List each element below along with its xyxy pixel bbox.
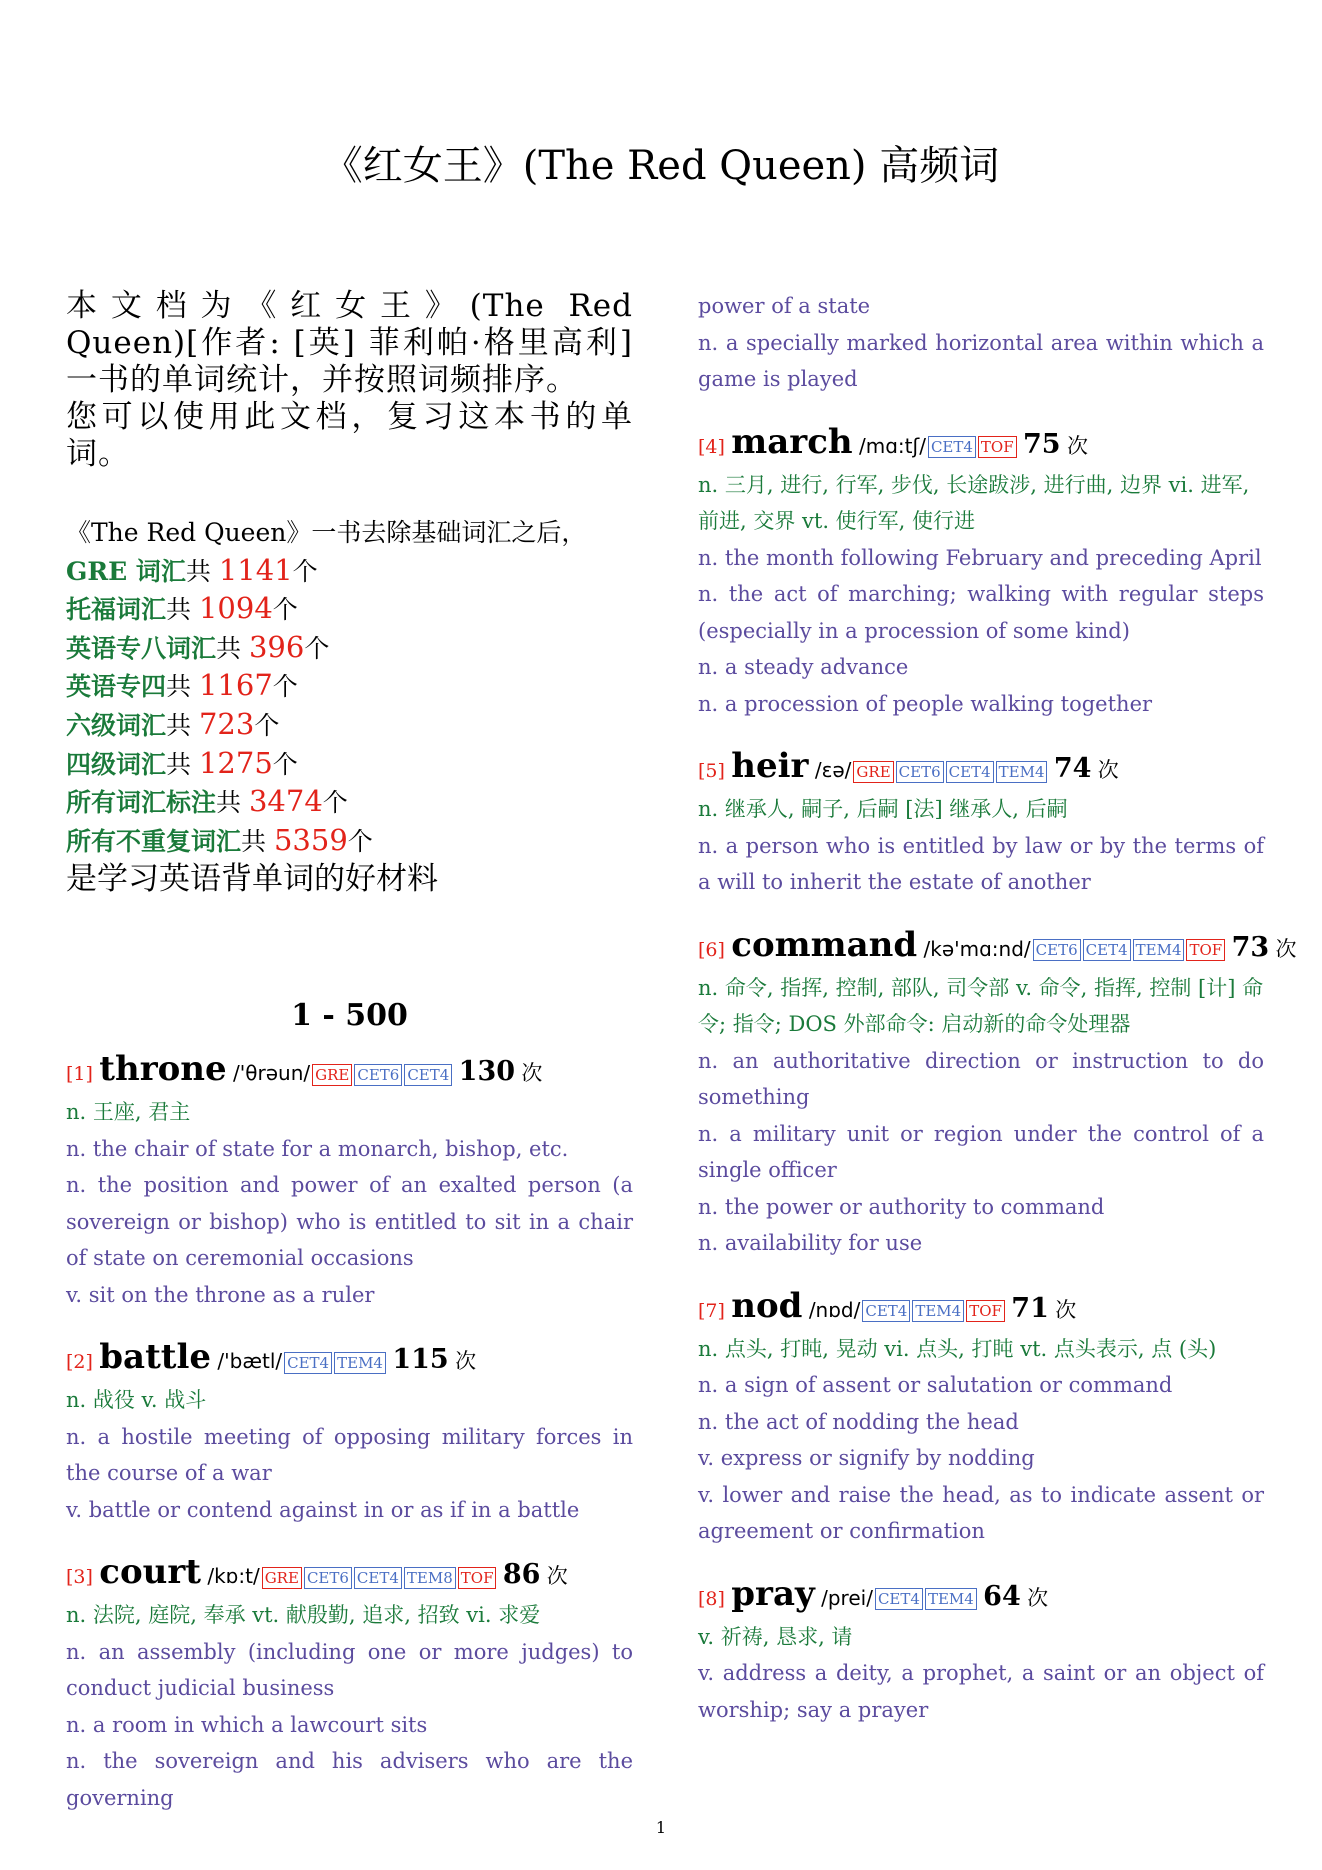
stats-label: 所有词汇标注 [66, 788, 217, 818]
frequency-count: 71 [1011, 1292, 1049, 1324]
entry-header [698, 422, 1264, 467]
exam-tag: TEM4 [912, 1300, 964, 1322]
stats-lead: 《The Red Queen》一书去除基础词汇之后， [66, 518, 587, 547]
stats-count: 1167 [198, 668, 273, 703]
entry-header [698, 746, 1264, 791]
range-heading: 1 - 500 [291, 998, 408, 1034]
phonetic: /'bætl/ [217, 1349, 283, 1374]
stats-mid: 共 [216, 633, 249, 663]
stats-closing: 是学习英语背单词的好材料 [66, 861, 438, 898]
stats-count: 3474 [248, 784, 323, 819]
definition: n. a specially marked horizontal area within which a game is played [698, 330, 1264, 391]
entry-list-left [66, 1049, 633, 1816]
frequency-unit: 次 [1055, 1297, 1077, 1322]
exam-tag: TEM4 [1133, 939, 1185, 961]
frequency-count: 130 [458, 1056, 516, 1088]
stats-count: 1275 [198, 745, 273, 780]
stats-label: 四级词汇 [66, 749, 167, 779]
headword: command [731, 924, 918, 965]
frequency-count: 74 [1053, 753, 1092, 784]
definition: n. the act of marching; walking with regular steps (especially in a procession of some kind) [698, 582, 1264, 643]
chinese-meaning: n. 三月, 进行, 行军, 步伐, 长途跋涉, 进行曲, 边界 vi. 进军, 前进, 交界 vt. 使行军, 使行进 [698, 472, 1250, 533]
definition: n. the sovereign and his advisers who are the governing [66, 1749, 633, 1810]
frequency-unit: 次 [521, 1061, 543, 1086]
exam-tag: TEM4 [996, 761, 1048, 783]
entry-header [698, 1286, 1264, 1331]
headword: nod [731, 1285, 803, 1326]
right-column [698, 288, 1297, 1752]
phonetic: /kə'mɑ:nd/ [923, 936, 1031, 961]
stats-rows [66, 552, 633, 861]
stats-row [66, 706, 633, 745]
definition: n. an assembly (including one or more judges) to conduct judicial business [66, 1639, 633, 1701]
phonetic: /prei/ [821, 1585, 873, 1610]
exam-tag: CET4 [1083, 939, 1131, 961]
definition: n. the position and power of an exalted person (a sovereign or bishop) who is entitled to sit in a chair of state on ceremonial occasions [66, 1173, 633, 1271]
intro-paragraph: 您可以使用此文档，复习这本书的单词。 [66, 399, 633, 472]
definition: v. lower and raise the head, as to indicate assent or agreement or confirmation [698, 1482, 1264, 1543]
frequency-count: 73 [1231, 931, 1270, 963]
definition: n. a steady advance [698, 655, 909, 679]
stats-count: 396 [248, 629, 305, 664]
definition: n. a sign of assent or salutation or command [698, 1373, 1173, 1397]
chinese-meaning: v. 祈祷, 恳求, 请 [698, 1624, 853, 1649]
exam-tag: TOF [966, 1300, 1005, 1322]
chinese-meaning: n. 王座, 君主 [66, 1100, 191, 1125]
frequency-unit: 次 [1097, 758, 1119, 782]
stats-row [66, 590, 633, 629]
word-entry [66, 1049, 633, 1313]
exam-tag: GRE [262, 1567, 302, 1589]
exam-tag: CET4 [284, 1352, 332, 1374]
frequency-unit: 次 [455, 1349, 477, 1374]
stats-unit: 个 [304, 633, 330, 663]
definition: n. an authoritative direction or instruction to do something [698, 1048, 1264, 1109]
definition: n. the month following February and preceding April [698, 545, 1262, 570]
word-entry [698, 422, 1264, 723]
stats-row [66, 745, 633, 784]
exam-tag: TOF [1186, 939, 1225, 961]
word-entry [698, 1286, 1264, 1550]
entry-index: [2] [66, 1351, 93, 1374]
stats-count: 5359 [273, 822, 348, 857]
definition: n. a person who is entitled by law or by the terms of a will to inherit the estate of another [698, 833, 1264, 894]
exam-tag: TEM4 [334, 1352, 386, 1374]
frequency-count: 75 [1023, 428, 1061, 460]
stats-unit: 个 [322, 788, 348, 818]
stats-label: 所有不重复词汇 [66, 826, 242, 856]
stats-mid: 共 [241, 826, 274, 856]
exam-tag: CET6 [304, 1567, 352, 1589]
definition: n. a hostile meeting of opposing military forces in the course of a war [66, 1424, 633, 1486]
entry-index: [1] [66, 1063, 93, 1086]
vocabulary-stats [66, 515, 633, 898]
stats-row [66, 552, 633, 591]
exam-tag: CET4 [862, 1300, 910, 1322]
chinese-meaning: n. 命令, 指挥, 控制, 部队, 司令部 v. 命令, 指挥, 控制 [计] 命令; 指令; DOS 外部命令: 启动新的命令处理器 [698, 975, 1264, 1036]
page-number: 1 [655, 1818, 667, 1837]
entry-header [698, 1574, 1264, 1619]
frequency-count: 115 [392, 1344, 449, 1376]
stats-count: 723 [198, 706, 255, 741]
stats-unit: 个 [292, 556, 318, 586]
exam-tag: CET6 [1033, 939, 1081, 961]
phonetic: /'θrəun/ [233, 1061, 311, 1086]
exam-tag: CET4 [946, 761, 994, 783]
left-column [66, 288, 633, 1840]
stats-unit: 个 [254, 710, 280, 740]
headword: court [99, 1552, 201, 1593]
definition: v. battle or contend against in or as if in a battle [66, 1497, 580, 1522]
entry-header [698, 924, 1297, 970]
stats-mid: 共 [166, 595, 199, 625]
chinese-meaning: n. 继承人, 嗣子, 后嗣 [法] 继承人, 后嗣 [698, 797, 1068, 821]
stats-mid: 共 [166, 710, 199, 740]
exam-tag: CET4 [928, 436, 976, 458]
definition: v. address a deity, a prophet, a saint or an object of worship; say a prayer [698, 1661, 1264, 1722]
entry-index: [7] [698, 1299, 725, 1322]
headword: throne [99, 1049, 227, 1090]
entry-index: [6] [698, 938, 725, 961]
exam-tag: GRE [853, 761, 893, 783]
definition: n. a military unit or region under the control of a single officer [698, 1121, 1264, 1182]
headword: pray [731, 1573, 815, 1614]
entry-header [66, 1049, 633, 1094]
chinese-meaning: n. 法院, 庭院, 奉承 vt. 献殷勤, 追求, 招致 vi. 求爱 [66, 1603, 541, 1628]
stats-row [66, 629, 633, 668]
continued-entry [698, 288, 1264, 398]
frequency-unit: 次 [1027, 1585, 1049, 1610]
exam-tag: CET4 [875, 1588, 923, 1610]
entry-index: [4] [698, 435, 725, 458]
frequency-count: 64 [983, 1580, 1021, 1612]
definition: n. availability for use [698, 1231, 923, 1255]
exam-tag: CET4 [404, 1064, 452, 1086]
stats-mid: 共 [185, 556, 219, 586]
stats-label: 六级词汇 [66, 710, 167, 740]
word-entry [698, 1574, 1264, 1729]
definition: n. the power or authority to command [698, 1194, 1105, 1219]
document-title: 《红女王》(The Red Queen) 高频词 [322, 143, 1000, 189]
exam-tag: TEM8 [404, 1567, 456, 1589]
stats-label: 英语专八词汇 [66, 633, 217, 663]
stats-unit: 个 [272, 672, 298, 702]
exam-tag: TOF [458, 1567, 497, 1589]
stats-count: 1141 [218, 552, 293, 587]
stats-unit: 个 [272, 595, 298, 625]
entry-list-right [698, 421, 1297, 1729]
stats-count: 1094 [198, 591, 273, 626]
frequency-unit: 次 [546, 1564, 568, 1589]
definition: n. a procession of people walking together [698, 691, 1153, 716]
stats-row [66, 783, 633, 822]
frequency-unit: 次 [1066, 433, 1088, 458]
stats-mid: 共 [216, 788, 249, 818]
phonetic: /nɒd/ [808, 1297, 861, 1322]
entry-index: [5] [698, 760, 725, 782]
stats-row [66, 667, 633, 706]
stats-mid: 共 [166, 672, 199, 702]
frequency-unit: 次 [1275, 936, 1297, 961]
stats-unit: 个 [347, 826, 373, 856]
entry-header [66, 1337, 633, 1382]
word-entry [66, 1552, 633, 1816]
headword: battle [99, 1337, 212, 1378]
headword: heir [731, 746, 809, 786]
exam-tag: TOF [978, 436, 1017, 458]
entry-index: [3] [66, 1566, 93, 1589]
exam-tag: TEM4 [925, 1588, 977, 1610]
chinese-meaning: n. 点头, 打盹, 晃动 vi. 点头, 打盹 vt. 点头表示, 点 (头) [698, 1336, 1217, 1361]
stats-mid: 共 [166, 749, 199, 779]
word-entry [66, 1337, 633, 1528]
stats-unit: 个 [272, 749, 298, 779]
entry-header [66, 1552, 633, 1597]
definition: power of a state [698, 294, 871, 318]
chinese-meaning: n. 战役 v. 战斗 [66, 1388, 207, 1413]
phonetic: /kɒ:t/ [207, 1564, 260, 1589]
definition: v. express or signify by nodding [698, 1446, 1035, 1470]
exam-tag: CET6 [354, 1064, 402, 1086]
headword: march [731, 421, 853, 462]
exam-tag: GRE [312, 1064, 352, 1086]
stats-label: GRE 词汇 [66, 556, 186, 586]
definition: n. a room in which a lawcourt sits [66, 1712, 428, 1737]
word-entry [698, 746, 1264, 901]
word-entry [698, 924, 1297, 1262]
intro [66, 288, 633, 473]
stats-row [66, 822, 633, 861]
stats-label: 英语专四 [66, 672, 167, 702]
phonetic: /mɑ:tʃ/ [858, 433, 926, 458]
entry-index: [8] [698, 1587, 725, 1610]
intro-paragraph: 本文档为《红女王》(The Red Queen)[作者: [英] 菲利帕·格里高利] 一书的单词统计，并按照词频排序。 [66, 288, 633, 398]
exam-tag: CET6 [896, 761, 944, 783]
stats-label: 托福词汇 [66, 595, 167, 625]
definition: v. sit on the throne as a ruler [66, 1282, 375, 1307]
phonetic: /ɛə/ [814, 758, 852, 782]
exam-tag: CET4 [354, 1567, 402, 1589]
frequency-count: 86 [502, 1559, 541, 1591]
definition: n. the act of nodding the head [698, 1409, 1019, 1434]
definition: n. the chair of state for a monarch, bishop, etc. [66, 1136, 569, 1161]
